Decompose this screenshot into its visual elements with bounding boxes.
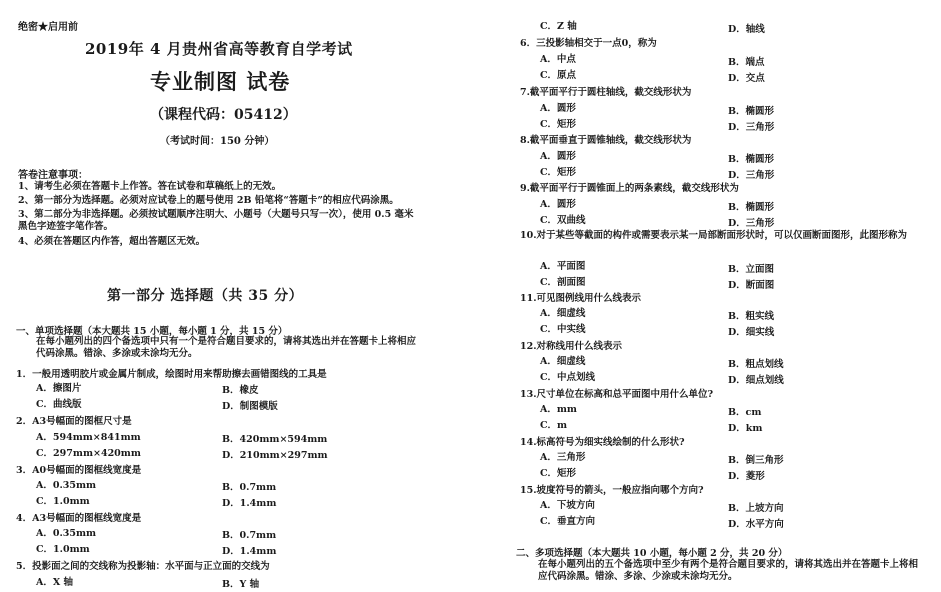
- question-stem: 15.坡度符号的箭头，一般应指向哪个方向?: [520, 485, 704, 496]
- option-d: D．轴线: [728, 24, 765, 35]
- option-d: D．细实线: [728, 327, 775, 338]
- option-a: A．细虚线: [540, 356, 586, 367]
- option-d: D．断面图: [728, 280, 775, 291]
- question-stem: 9.截平面平行于圆锥面上的两条素线，截交线形状为: [520, 183, 739, 194]
- option-d: D．三角形: [728, 170, 775, 181]
- option-a: A．圆形: [540, 199, 576, 210]
- option-a: A．圆形: [540, 151, 576, 162]
- section-description: 在每小题列出的五个备选项中至少有两个是符合题目要求的，请将其选出并在答题卡上将相应代码涂黑。错涂、多涂、少涂或未涂均无分。: [538, 559, 919, 582]
- option-b: B．Y 轴: [222, 579, 260, 590]
- option-d: D．细点划线: [728, 375, 784, 386]
- option-b: B．倒三角形: [728, 455, 784, 466]
- option-b: B．420mm×594mm: [222, 434, 328, 445]
- note-item: 1、请考生必须在答题卡上作答。答在试卷和草稿纸上的无效。: [18, 181, 282, 192]
- option-c: C．矩形: [540, 167, 577, 178]
- option-a: A．三角形: [540, 452, 586, 463]
- question-stem: 3．A0号幅面的图框线宽度是: [16, 465, 142, 476]
- option-d: D．210mm×297mm: [222, 450, 328, 461]
- option-c: C．垂直方向: [540, 516, 596, 527]
- option-d: D．km: [728, 423, 763, 434]
- course-code: （课程代码：05412）: [150, 107, 297, 123]
- secret-label: 绝密★启用前: [18, 22, 78, 33]
- note-item: 2、第一部分为选择题。必须对应试卷上的题号使用 2B 铅笔将“答题卡”的相应代码涂黑。: [18, 195, 399, 206]
- option-c: C．双曲线: [540, 215, 586, 226]
- question-stem: 11.可见图例线用什么线表示: [520, 293, 642, 304]
- question-stem: 14.标高符号为细实线绘制的什么形状?: [520, 437, 685, 448]
- option-d: D．三角形: [728, 122, 775, 133]
- question-stem: 5．投影面之间的交线称为投影轴：水平面与正立面的交线为: [16, 561, 270, 572]
- option-a: A．mm: [540, 404, 577, 415]
- section-heading: 一、单项选择题（本大题共 15 小题，每小题 1 分，共 15 分）: [16, 326, 288, 337]
- option-d: D．水平方向: [728, 519, 784, 530]
- option-c: C．m: [540, 420, 568, 431]
- option-a: A．594mm×841mm: [36, 432, 141, 443]
- section-description: 在每小题列出的四个备选项中只有一个是符合题目要求的，请将其选出并在答题卡上将相应代码涂黑。错涂、多涂或未涂均无分。: [36, 336, 417, 359]
- option-c: C．中实线: [540, 324, 586, 335]
- option-c: C．剖面图: [540, 277, 586, 288]
- option-c: C．曲线版: [36, 399, 82, 410]
- option-b: B．椭圆形: [728, 202, 775, 213]
- option-b: B．上坡方向: [728, 503, 784, 514]
- option-a: A．细虚线: [540, 308, 586, 319]
- option-a: A．中点: [540, 54, 576, 65]
- option-b: B．0.7mm: [222, 530, 277, 541]
- option-a: A．平面图: [540, 261, 586, 272]
- question-stem: 12.对称线用什么线表示: [520, 341, 623, 352]
- option-c: C．矩形: [540, 119, 577, 130]
- note-item: 4、必须在答题区内作答，超出答题区无效。: [18, 236, 206, 247]
- question-stem: 6．三投影轴相交于一点0，称为: [520, 38, 657, 49]
- note-item: 3、第二部分为非选择题。必须按试题顺序注明大、小题号（大题号只写一次），使用 0.5 毫米黑色字迹签字笔作答。: [18, 209, 414, 232]
- option-d: D．三角形: [728, 218, 775, 229]
- option-d: D．1.4mm: [222, 546, 277, 557]
- question-stem: 4．A3号幅面的图框线宽度是: [16, 513, 142, 524]
- option-b: B．椭圆形: [728, 106, 775, 117]
- question-stem: 10.对于某些等截面的构件或需要表示某一局部断面形状时，可以仅画断面图形，此图形称为: [520, 230, 908, 241]
- option-b: B．立面图: [728, 264, 775, 275]
- section-heading: 二、多项选择题（本大题共 10 小题，每小题 2 分，共 20 分）: [516, 548, 788, 559]
- option-b: B．cm: [728, 407, 762, 418]
- question-stem: 13.尺寸单位在标高和总平面图中用什么单位?: [520, 389, 714, 400]
- option-b: B．0.7mm: [222, 482, 277, 493]
- option-d: D．菱形: [728, 471, 765, 482]
- option-a: A．下坡方向: [540, 500, 595, 511]
- option-c: C．Z 轴: [540, 21, 577, 32]
- option-b: B．粗实线: [728, 311, 775, 322]
- option-d: D．交点: [728, 73, 765, 84]
- notes-heading: 答卷注意事项：: [18, 170, 88, 181]
- option-d: D．制图模版: [222, 401, 278, 412]
- option-a: A．0.35mm: [36, 480, 97, 491]
- option-d: D．1.4mm: [222, 498, 277, 509]
- option-b: B．粗点划线: [728, 359, 784, 370]
- option-a: A．X 轴: [36, 577, 74, 588]
- option-c: C．1.0mm: [36, 544, 90, 555]
- exam-time: （考试时间：150 分钟）: [160, 136, 275, 147]
- question-stem: 8.截平面垂直于圆锥轴线，截交线形状为: [520, 135, 692, 146]
- question-stem: 1．一般用透明胶片或金属片制成，绘图时用来帮助擦去画错图线的工具是: [16, 369, 327, 380]
- question-stem: 7.截平面平行于圆柱轴线，截交线形状为: [520, 87, 692, 98]
- option-c: C．矩形: [540, 468, 577, 479]
- option-c: C．原点: [540, 70, 577, 81]
- option-a: A．0.35mm: [36, 528, 97, 539]
- option-c: C．中点划线: [540, 372, 596, 383]
- option-b: B．椭圆形: [728, 154, 775, 165]
- option-b: B．橡皮: [222, 385, 259, 396]
- option-a: A．圆形: [540, 103, 576, 114]
- option-c: C．297mm×420mm: [36, 448, 141, 459]
- part-title: 第一部分 选择题（共 35 分）: [107, 288, 304, 304]
- option-a: A．擦图片: [36, 383, 82, 394]
- question-stem: 2．A3号幅面的图框尺寸是: [16, 416, 132, 427]
- option-b: B．端点: [728, 57, 765, 68]
- exam-title: 2019年 4 月贵州省高等教育自学考试: [85, 40, 353, 58]
- subject-title: 专业制图 试卷: [150, 69, 291, 94]
- option-c: C．1.0mm: [36, 496, 90, 507]
